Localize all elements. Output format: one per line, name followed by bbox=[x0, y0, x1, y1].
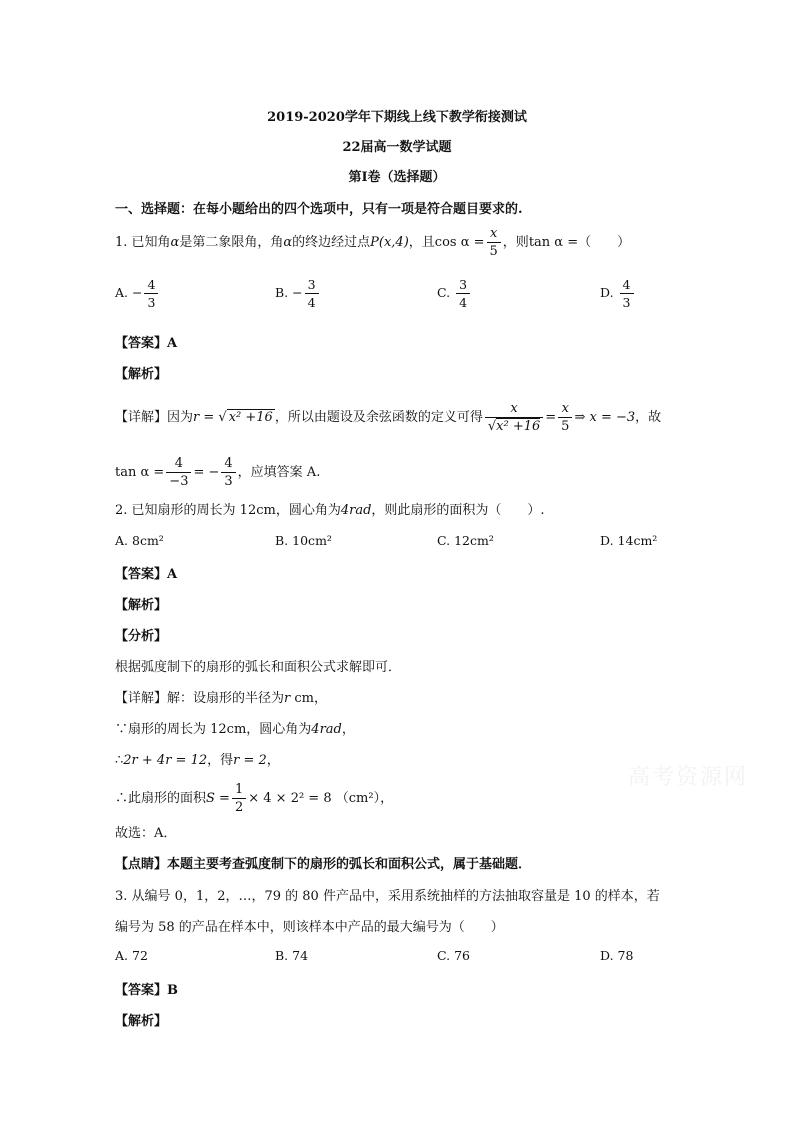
fraction-4-over-3 bbox=[221, 455, 235, 490]
option-label: C. bbox=[437, 285, 451, 300]
option-label: B. bbox=[275, 533, 289, 548]
equals-sign: = − bbox=[193, 465, 220, 480]
fraction-numerator: x bbox=[558, 400, 572, 418]
detail-text: ，应填答案 A. bbox=[237, 465, 321, 480]
q2-detail-line3 bbox=[115, 749, 280, 768]
fraction-denominator: 4 bbox=[459, 295, 468, 310]
alpha-symbol: α bbox=[170, 235, 180, 250]
q2-detail-line1 bbox=[115, 687, 327, 706]
q2-detail-line2 bbox=[115, 718, 355, 737]
fraction-numerator: 4 bbox=[144, 276, 158, 294]
option-label: C. bbox=[437, 948, 451, 963]
q2-option-a bbox=[115, 533, 164, 548]
q1-analysis-label: 【解析】 bbox=[115, 367, 168, 382]
dianjing-text: 【点睛】本题主要考查弧度制下的扇形的弧长和面积公式，属于基础题． bbox=[115, 857, 532, 872]
option-fraction bbox=[144, 276, 158, 311]
fraction-numerator: 4 bbox=[221, 455, 235, 473]
r-expression: r = bbox=[193, 410, 215, 425]
sqrt-radicand: x² +16 bbox=[496, 419, 541, 434]
q1-stem-text: ，且 bbox=[408, 235, 435, 250]
q2-detail-line4 bbox=[115, 781, 393, 816]
q2-fenxi-label: 【分析】 bbox=[115, 629, 168, 644]
fraction-4-over-neg3 bbox=[166, 455, 191, 490]
point-expression: P(x,4) bbox=[370, 235, 409, 250]
q1-option-a bbox=[115, 276, 160, 311]
q3-option-a bbox=[115, 948, 148, 963]
q2-dianjing bbox=[115, 853, 531, 872]
r-symbol: r bbox=[284, 691, 291, 706]
fraction-numerator: 4 bbox=[620, 276, 634, 294]
fraction-numerator: 3 bbox=[456, 276, 470, 294]
therefore-symbol: ∴ bbox=[115, 753, 124, 768]
q2-stem-text: 2. 已知扇形的周长为 12cm，圆心角为 bbox=[115, 503, 341, 518]
q1-stem-text: 1. 已知角 bbox=[115, 235, 171, 250]
option-sign: − bbox=[132, 285, 143, 300]
q1-stem-text: 的终边经过点 bbox=[292, 235, 371, 250]
fraction-denominator: 2 bbox=[234, 800, 244, 815]
rad-expression: 4rad bbox=[311, 722, 342, 737]
q1-option-b bbox=[275, 276, 321, 311]
fraction-half bbox=[232, 781, 246, 816]
cos-expression: cos α = bbox=[434, 235, 485, 250]
option-label: D. bbox=[600, 948, 614, 963]
option-value: 10cm² bbox=[292, 533, 332, 548]
q3-option-c bbox=[437, 948, 470, 963]
equals-sign: = bbox=[545, 410, 557, 425]
q3-answer: 【答案】B bbox=[115, 983, 178, 998]
sqrt-radicand: x² +16 bbox=[228, 410, 273, 425]
unit-text: （cm²）， bbox=[335, 791, 394, 806]
detail-text: cm， bbox=[290, 691, 327, 706]
option-value: 8cm² bbox=[132, 533, 164, 548]
detail-text: ∵扇形的周长为 12cm，圆心角为 bbox=[115, 722, 312, 737]
fraction-denominator: 4 bbox=[307, 295, 316, 310]
detail-text: ，所以由题设及余弦函数的定义可得 bbox=[274, 410, 483, 425]
q1-stem bbox=[115, 225, 630, 260]
tan-expression: tan α = bbox=[528, 235, 579, 250]
option-sign: − bbox=[292, 285, 303, 300]
option-fraction bbox=[456, 276, 470, 311]
fraction-denominator: 5 bbox=[489, 244, 498, 259]
q2-stem-text: ，则此扇形的面积为（ ）. bbox=[371, 503, 545, 518]
q1-option-c bbox=[437, 276, 472, 311]
fraction-numerator: x bbox=[487, 225, 501, 243]
option-label: D. bbox=[600, 533, 614, 548]
detail-text: ∴此扇形的面积 bbox=[115, 791, 207, 806]
q1-option-d bbox=[600, 276, 636, 311]
q3-stem-line2: 编号为 58 的产品在样本中，则该样本中产品的最大编号为（ ） bbox=[115, 920, 504, 935]
fraction-x-over-5 bbox=[487, 225, 501, 260]
sqrt-expression: √ x² +16 bbox=[218, 410, 273, 425]
equation: 2r + 4r = 12 bbox=[123, 753, 208, 768]
q2-answer: 【答案】A bbox=[115, 567, 178, 582]
option-fraction bbox=[305, 276, 319, 311]
detail-text: ，得 bbox=[207, 753, 234, 768]
q1-stem-text: 是第二象限角，角 bbox=[179, 235, 284, 250]
option-value: 14cm² bbox=[617, 533, 658, 548]
option-value: 76 bbox=[454, 948, 470, 963]
option-label: B. bbox=[275, 285, 289, 300]
q2-option-b bbox=[275, 533, 332, 548]
fraction-x-over-sqrt bbox=[485, 400, 543, 435]
option-label: A. bbox=[115, 533, 129, 548]
exam-title: 2019-2020学年下期线上线下教学衔接测试 bbox=[267, 110, 527, 125]
detail-text: 【详解】因为 bbox=[115, 410, 194, 425]
q1-detail-line1 bbox=[115, 400, 661, 435]
option-fraction bbox=[620, 276, 634, 311]
fraction-denominator: √x² +16 bbox=[487, 419, 541, 434]
fraction-numerator: x bbox=[485, 400, 543, 418]
q3-stem-line1: 3. 从编号 0，1，2，…，79 的 80 件产品中，采用系统抽样的方法抽取容量是 10 的样本，若 bbox=[115, 889, 660, 904]
option-value: 72 bbox=[132, 948, 148, 963]
fraction-denominator: 5 bbox=[561, 419, 570, 434]
area-expression: × 4 × 2² = 8 bbox=[248, 791, 332, 806]
exam-subtitle: 22届高一数学试题 bbox=[342, 140, 452, 155]
equation: r = 2 bbox=[233, 753, 267, 768]
q1-answer: 【答案】A bbox=[115, 336, 178, 351]
q2-option-c bbox=[437, 533, 494, 548]
q3-option-b bbox=[275, 948, 308, 963]
fraction-denominator: 3 bbox=[622, 295, 631, 310]
alpha-symbol: α bbox=[283, 235, 293, 250]
q1-detail-line2 bbox=[115, 455, 320, 490]
watermark: 高考资源网 bbox=[628, 765, 749, 790]
q2-analysis-label: 【解析】 bbox=[115, 598, 168, 613]
rad-expression: 4rad bbox=[340, 503, 372, 518]
fraction-denominator: −3 bbox=[169, 474, 189, 489]
fraction-x-over-5 bbox=[558, 400, 572, 435]
option-value: 74 bbox=[292, 948, 309, 963]
area-expression: S = bbox=[206, 791, 230, 806]
option-value: 12cm² bbox=[454, 533, 494, 548]
fraction-numerator: 4 bbox=[166, 455, 191, 473]
q2-fenxi-text: 根据弧度制下的扇形的弧长和面积公式求解即可． bbox=[115, 660, 402, 675]
q3-analysis-label: 【解析】 bbox=[115, 1014, 168, 1029]
detail-text: 【详解】解：设扇形的半径为 bbox=[115, 691, 285, 706]
q2-choose: 故选：A． bbox=[115, 826, 177, 841]
section-heading: 一、选择题：在每小题给出的四个选项中，只有一项是符合题目要求的. bbox=[115, 202, 523, 217]
implies-expression: ⇒ x = −3 bbox=[574, 410, 636, 425]
detail-text: ， bbox=[266, 753, 280, 768]
option-value: 78 bbox=[617, 948, 634, 963]
option-label: C. bbox=[437, 533, 451, 548]
fraction-numerator: 1 bbox=[232, 781, 246, 799]
q2-option-d bbox=[600, 533, 657, 548]
detail-text: ，故 bbox=[635, 410, 662, 425]
tan-expression: tan α = bbox=[115, 465, 165, 480]
fraction-numerator: 3 bbox=[305, 276, 319, 294]
answer-blank: （ ） bbox=[578, 235, 631, 250]
fraction-denominator: 3 bbox=[147, 295, 156, 310]
q2-stem bbox=[115, 499, 545, 518]
detail-text: ， bbox=[341, 722, 355, 737]
option-label: A. bbox=[115, 285, 129, 300]
q3-option-d bbox=[600, 948, 633, 963]
fraction-denominator: 3 bbox=[224, 474, 233, 489]
option-label: A. bbox=[115, 948, 129, 963]
volume-title: 第Ⅰ卷（选择题） bbox=[348, 170, 446, 185]
option-label: B. bbox=[275, 948, 289, 963]
q1-stem-text: ，则 bbox=[502, 235, 529, 250]
option-label: D. bbox=[600, 285, 614, 300]
